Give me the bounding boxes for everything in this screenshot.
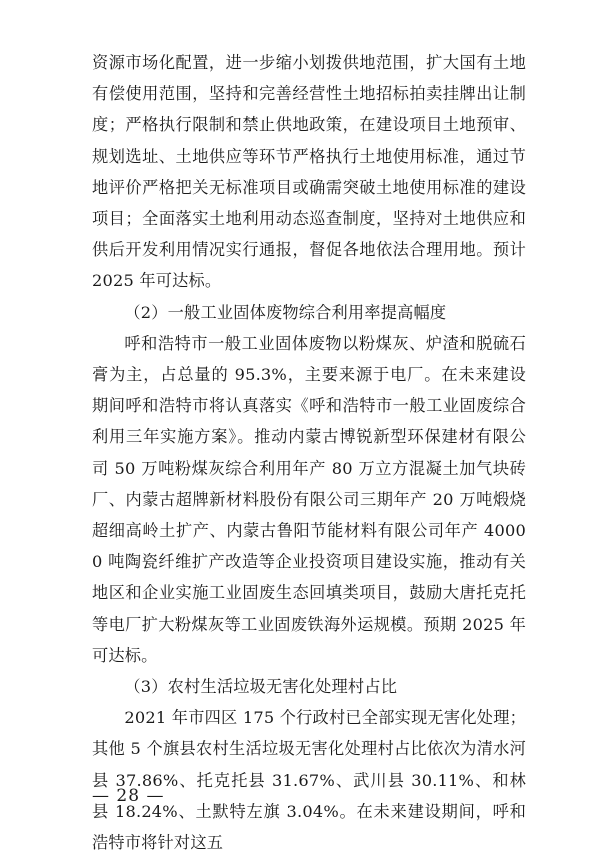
- section-heading-2: （2）一般工业固体废物综合利用率提高幅度: [124, 302, 447, 322]
- page-number: — 28 —: [92, 786, 165, 806]
- paragraph-solid-waste: 呼和浩特市一般工业固体废物以粉煤灰、炉渣和脱硫石膏为主，占总量的 95.3%，主要来源于电厂。在未来建设期间呼和浩特市将认真落实《呼和浩特市一般工业固废综合利用三年实施方案》。推动内蒙古博锐新型环保建材有限公司 50 万吨粉煤灰综合利用年产 80 万立方混凝土加气块砖厂、内蒙古超牌新材料股份有限公司三期年产 20 万吨煅烧超细高岭土扩产、内蒙古鲁阳节能材料有限公司年产 40000 吨陶瓷纤维扩产改造等企业投资项目建设实施，推动有关地区和企业实施工业固废生态回填类项目，鼓励大唐托克托等电厂扩大粉煤灰等工业固废铁海外运规模。预期 2025 年可达标。: [92, 333, 526, 665]
- body-text: [92, 47, 526, 858]
- section-heading-3: （3）农村生活垃圾无害化处理村占比: [124, 677, 398, 697]
- paragraph-continuation: 资源市场化配置，进一步缩小划拨供地范围，扩大国有土地有偿使用范围，坚持和完善经营性土地招标拍卖挂牌出让制度；严格执行限制和禁止供地政策，在建设项目土地预审、规划选址、土地供应等环节严格执行土地使用标准，通过节地评价严格把关无标准项目或确需突破土地使用标准的建设项目；全面落实土地利用动态巡查制度，坚持对土地供应和供后开发利用情况实行通报，督促各地依法合理用地。预计 2025 年可达标。: [92, 53, 526, 291]
- paragraph-rural-garbage: 2021 年市四区 175 个行政村已全部实现无害化处理；其他 5 个旗县农村生活垃圾无害化处理村占比依次为清水河县 37.86%、托克托县 31.67%、武川县 30.11%、和林县 18.24%、土默特左旗 3.04%。在未来建设期间，呼和浩特市将针对这五: [92, 708, 526, 853]
